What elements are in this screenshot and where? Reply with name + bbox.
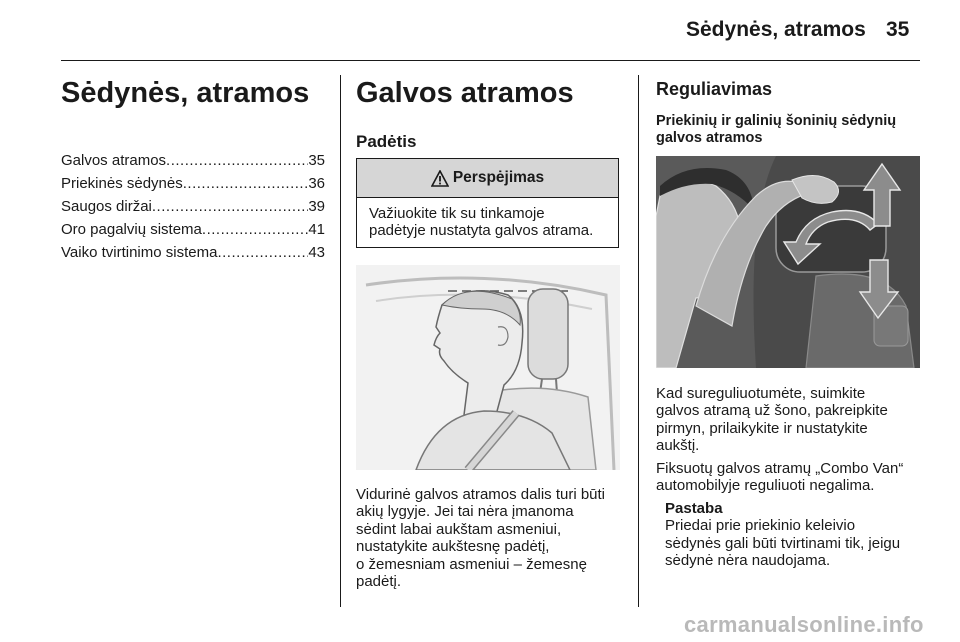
table-of-contents (61, 149, 325, 264)
text-line: padėtį. (356, 573, 402, 591)
warning-line: Važiuokite tik su tinkamoje (369, 205, 545, 222)
section-subtitle: Padėtis (356, 132, 417, 151)
toc-label: Priekinės sėdynės (61, 175, 183, 192)
note-title: Pastaba (665, 500, 723, 517)
toc-leader (202, 218, 308, 241)
toc-page: 41 (308, 221, 325, 238)
chapter-title: Sėdynės, atramos (61, 77, 310, 109)
toc-label: Oro pagalvių sistema (61, 221, 202, 238)
text-line: Vidurinė galvos atramos dalis turi būti (356, 486, 606, 503)
note-line: sėdynės gali būti tvirtinami tik, jeigu (665, 534, 901, 552)
toc-leader (217, 241, 308, 264)
note-line: sėdynė nėra naudojama. (665, 552, 831, 570)
toc-page: 43 (308, 244, 325, 261)
toc-page: 36 (308, 175, 325, 192)
subtitle-line: galvos atramos (656, 130, 763, 146)
toc-leader (152, 195, 308, 218)
toc-entry[interactable] (61, 149, 325, 172)
warning-line: padėtyje nustatyta galvos atrama. (369, 222, 594, 240)
column-divider-2 (638, 75, 639, 607)
toc-label: Galvos atramos (61, 152, 167, 169)
toc-label: Vaiko tvirtinimo sistema (61, 244, 218, 261)
subtitle-line: Priekinių ir galinių šoninių sėdynių (656, 113, 897, 129)
toc-leader (183, 172, 309, 195)
adjustment-paragraph (656, 385, 888, 455)
running-header-title: Sėdynės, atramos (686, 18, 866, 41)
text-line: aukštį. (656, 437, 700, 455)
combo-van-paragraph (656, 460, 903, 495)
toc-entry[interactable] (61, 172, 325, 195)
warning-triangle-icon (431, 170, 449, 187)
toc-label: Saugos diržai (61, 198, 152, 215)
text-line: galvos atramą už šono, pakreipkite (656, 402, 888, 420)
warning-text (357, 198, 618, 247)
text-line: o žemesniam asmeniui – žemesnę (356, 555, 587, 573)
toc-entry[interactable] (61, 218, 325, 241)
toc-entry[interactable] (61, 195, 325, 218)
toc-page: 39 (308, 198, 325, 215)
text-line: nustatykite aukštesnę padėtį, (356, 538, 550, 556)
section-title: Galvos atramos (356, 77, 574, 109)
column-divider-1 (340, 75, 341, 607)
warning-title: Perspėjimas (452, 169, 545, 186)
page-number: 35 (886, 18, 910, 41)
text-line: sėdint labai aukštam asmeniui, (356, 520, 562, 538)
note-block (665, 500, 900, 570)
text-line: automobilyje reguliuoti negalima. (656, 477, 875, 495)
toc-entry[interactable] (61, 241, 325, 264)
text-line: pirmyn, prilaikykite ir nustatykite (656, 419, 868, 437)
head-restraint-adjustment-illustration (656, 156, 920, 368)
header-rule (61, 60, 920, 61)
text-line: Kad sureguliuotumėte, suimkite (656, 385, 866, 402)
toc-leader (166, 149, 308, 172)
warning-box (356, 158, 619, 248)
head-restraint-position-illustration (356, 265, 620, 470)
text-line: Fiksuotų galvos atramų „Combo Van“ (656, 460, 904, 477)
note-line: Priedai prie priekinio keleivio (665, 517, 856, 535)
warning-header (357, 159, 618, 198)
adjustment-title: Reguliavimas (656, 79, 773, 99)
watermark: carmanualsonline.info (684, 612, 924, 637)
position-paragraph (356, 486, 605, 590)
toc-page: 35 (308, 152, 325, 169)
adjustment-subtitle (656, 113, 896, 147)
text-line: akių lygyje. Jei tai nėra įmanoma (356, 503, 574, 521)
